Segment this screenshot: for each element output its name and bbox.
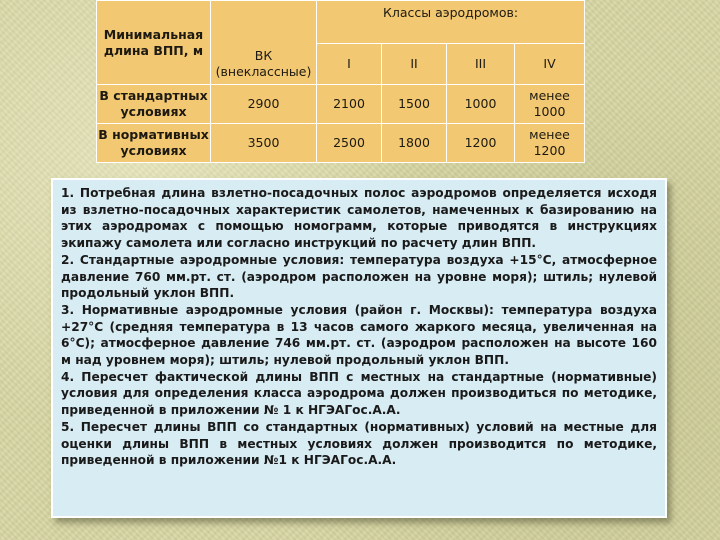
class-i: I [317,44,382,85]
note-4: 4. Пересчет фактической длины ВПП с местных на стандартные (нормативные) условия для определения класса аэродрома должен производиться по методике, приведенной в приложении № 1 к НГЭАГос.А.А. [61,369,657,418]
header-airfield-classes: Классы аэродромов: [317,1,585,44]
class-vk: ВК (внеклассные) [211,44,317,85]
airfield-classes-table [96,0,585,163]
row-label-standard: В стандартных условиях [97,85,211,124]
value-standard-vk: 2900 [211,85,317,124]
header-empty-cell [211,1,317,44]
note-3: 3. Нормативные аэродромные условия (район г. Москвы): температура воздуха +27°С (средняя температура в 13 часов самого жаркого месяца, увеличенная на 6°С); атмосферное давление 746 мм.рт. ст. (аэродром расположен на высоте 160 м над уровнем моря); штиль; нулевой продольный уклон ВПП. [61,302,657,368]
value-normative-ii: 1800 [382,124,447,163]
row-label-normative: В нормативных условиях [97,124,211,163]
value-normative-iii: 1200 [447,124,515,163]
table-row-standard [97,85,585,124]
class-ii: II [382,44,447,85]
note-2: 2. Стандартные аэродромные условия: температура воздуха +15°С, атмосферное давление 760 мм.рт. ст. (аэродром расположен на уровне моря); штиль; нулевой продольный уклон ВПП. [61,252,657,301]
value-standard-i: 2100 [317,85,382,124]
note-5: 5. Пересчет длины ВПП со стандартных (нормативных) условий на местные для оценки длины ВПП в местных условиях должен производится по методике, приведенной в приложении №1 к НГЭАГос.А.А. [61,419,657,468]
value-normative-vk: 3500 [211,124,317,163]
value-standard-ii: 1500 [382,85,447,124]
value-standard-iii: 1000 [447,85,515,124]
value-normative-iv: менее 1200 [515,124,585,163]
class-iii: III [447,44,515,85]
notes-box [51,178,667,518]
header-min-length: Минимальная длина ВПП, м [97,1,211,85]
value-standard-iv: менее 1000 [515,85,585,124]
note-1: 1. Потребная длина взлетно-посадочных полос аэродромов определяется исходя из взлетно-посадочных характеристик самолетов, намеченных к базированию на этих аэродромах с помощью номограмм, которые приводятся в инструкциях экипажу самолета или согласно инструкций по расчету длин ВПП. [61,186,657,251]
class-iv: IV [515,44,585,85]
value-normative-i: 2500 [317,124,382,163]
table-row-normative [97,124,585,163]
